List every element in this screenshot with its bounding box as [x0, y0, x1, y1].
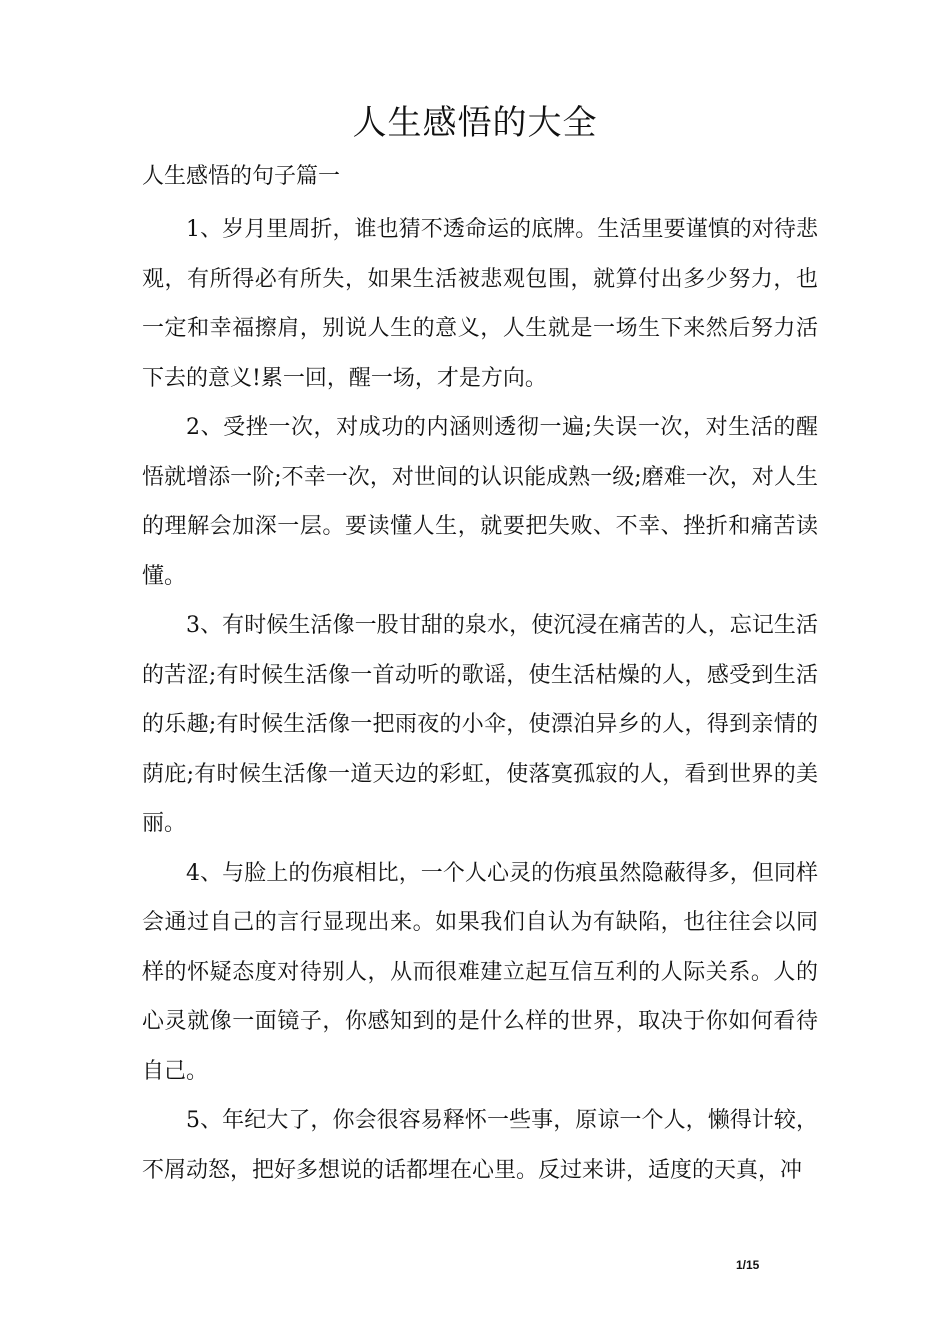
page-number: 1/15 — [736, 1258, 760, 1272]
paragraph: 3、有时候生活像一股甘甜的泉水，使沉浸在痛苦的人，忘记生活的苦涩;有时候生活像一首动听的歌谣，使生活枯燥的人，感受到生活的乐趣;有时候生活像一把雨夜的小伞，使漂泊异乡的人，得到亲情的荫庇;有时候生活像一道天边的彩虹，使落寞孤寂的人，看到世界的美丽。 — [142, 613, 818, 836]
document-body — [142, 205, 818, 1195]
paragraph: 4、与脸上的伤痕相比，一个人心灵的伤痕虽然隐蔽得多，但同样会通过自己的言行显现出来。如果我们自认为有缺陷，也往往会以同样的怀疑态度对待别人，从而很难建立起互信互利的人际关系。人的心灵就像一面镜子，你感知到的是什么样的世界，取决于你如何看待自己。 — [142, 860, 818, 1084]
section-heading: 人生感悟的句子篇一 — [142, 164, 341, 189]
paragraph: 5、年纪大了，你会很容易释怀一些事，原谅一个人，懒得计较，不屑动怒，把好多想说的话都埋在心里。反过来讲，适度的天真，冲 — [142, 1108, 818, 1183]
document-title: 人生感悟的大全 — [352, 103, 598, 143]
paragraph: 2、受挫一次，对成功的内涵则透彻一遍;失误一次，对生活的醒悟就增添一阶;不幸一次，对世间的认识能成熟一级;磨难一次，对人生的理解会加深一层。要读懂人生，就要把失败、不幸、挫折和痛苦读懂。 — [142, 415, 818, 589]
paragraph: 1、岁月里周折，谁也猜不透命运的底牌。生活里要谨慎的对待悲观，有所得必有所失，如果生活被悲观包围，就算付出多少努力，也一定和幸福擦肩，别说人生的意义，人生就是一场生下来然后努力活下去的意义!累一回，醒一场，才是方向。 — [142, 217, 818, 391]
